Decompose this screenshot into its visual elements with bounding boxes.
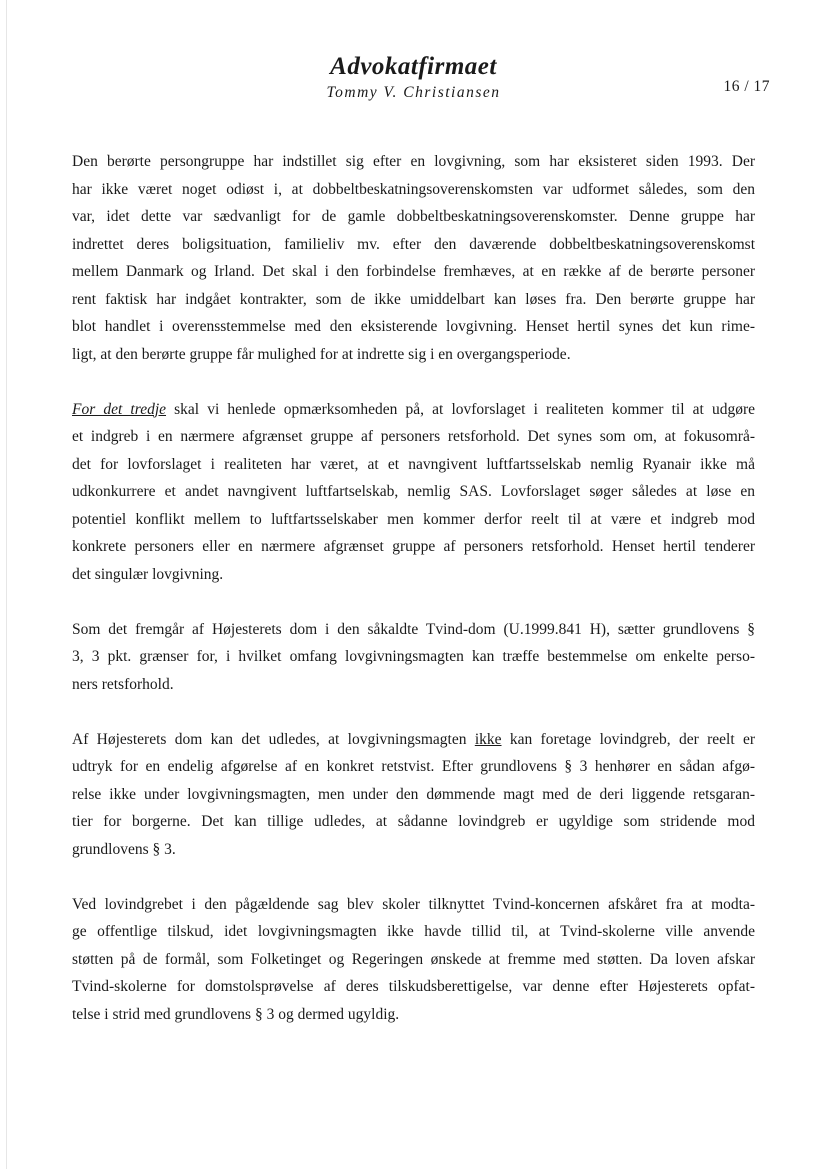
text-line: Som det fremgår af Højesterets dom i den såkaldte Tvind-dom (U.1999.841 H), sætter grundlovens § — [72, 620, 755, 638]
paragraph — [72, 616, 755, 699]
text-line: et indgreb i en nærmere afgrænset gruppe af personers retsforhold. Det synes som om, at fokusområ- — [72, 428, 755, 445]
text-line: har ikke været noget odiøst i, at dobbeltbeskatningsoverenskomsten var udformet således, som den — [72, 180, 755, 198]
paragraph — [72, 396, 755, 589]
paragraph — [72, 148, 755, 368]
text-line: var, idet dette var sædvanligt for de gamle dobbeltbeskatningsoverenskomster. Denne gruppe har — [72, 208, 755, 225]
text-line: Den berørte persongruppe har indstillet sig efter en lovgivning, som har eksisteret siden 1993. Der — [72, 153, 755, 170]
text-line: ligt, at den berørte gruppe får mulighed for at indrette sig i en overgangsperiode. — [72, 345, 571, 363]
firm-name: Advokatfirmaet — [330, 53, 497, 80]
text-line: udtryk for en endelig afgørelse af en konkret retstvist. Efter grundlovens § 3 henhører en sådan afgø- — [72, 758, 755, 775]
text-line: ge offentlige tilskud, idet lovgivningsmagten ikke havde tillid til, at Tvind-skolerne ville anvende — [72, 923, 755, 940]
page-number: 16 / 17 — [723, 78, 770, 95]
text-line: grundlovens § 3. — [72, 840, 176, 858]
text-line: det singulær lovgivning. — [72, 565, 224, 583]
text-line: støtten på de formål, som Folketinget og Regeringen ønskede at fremme med støtten. Da loven afskar — [72, 950, 755, 968]
text-fragment: Af Højesterets dom kan det udledes, at lovgivningsmagten — [72, 730, 475, 748]
underlined-word: ikke — [474, 730, 502, 748]
paragraph-lead-underlined: For det tredje — [72, 400, 167, 418]
letterhead — [0, 52, 827, 103]
text-line: relse ikke under lovgivningsmagten, men under den dømmende magt med de deri liggende retsgaran- — [72, 785, 755, 803]
text-line: blot handlet i overensstemmelse med den eksisterende lovgivning. Henset hertil synes det kun rime- — [72, 318, 755, 335]
text-line: 3, 3 pkt. grænser for, i hvilket omfang lovgivningsmagten kan træffe bestemmelse om enkelte perso- — [72, 648, 755, 665]
text-line: indrettet deres boligsituation, familieliv mv. efter den daværende dobbeltbeskatningsoverenskomst — [72, 235, 755, 253]
page-edge-line — [6, 0, 7, 1169]
text-line: udkonkurrere et andet navngivent luftfartselskab, nemlig SAS. Lovforslaget søger således at løse en — [72, 483, 755, 500]
paragraph — [72, 891, 755, 1029]
paragraph — [72, 726, 755, 864]
text-line: tier for borgerne. Det kan tillige udledes, at sådanne lovindgreb er ugyldige som stridende mod — [72, 813, 755, 830]
document-body — [72, 148, 755, 1056]
text-fragment: kan foretage lovindgreb, der reelt er — [501, 730, 756, 748]
text-fragment: skal vi henlede opmærksomheden på, at lovforslaget i realiteten kommer til at udgøre — [166, 400, 755, 418]
text-line: det for lovforslaget i realiteten har været, at et navngivent luftfartsselskab nemlig Ryanair ikke må — [72, 455, 755, 473]
text-line — [72, 726, 755, 754]
text-line: rent faktisk har indgået kontrakter, som de ikke umiddelbart kan løses fra. Den berørte gruppe har — [72, 290, 755, 308]
text-line: Tvind-skolerne for domstolsprøvelse af deres tilskudsberettigelse, var denne efter Højesterets opfat- — [72, 978, 755, 995]
text-line: mellem Danmark og Irland. Det skal i den forbindelse fremhæves, at en række af de berørte personer — [72, 263, 755, 280]
text-line: telse i strid med grundlovens § 3 og dermed ugyldig. — [72, 1005, 400, 1023]
text-line: konkrete personers eller en nærmere afgrænset gruppe af personers retsforhold. Henset hertil tenderer — [72, 538, 755, 555]
firm-subtitle: Tommy V. Christiansen — [326, 84, 501, 101]
text-line: ners retsforhold. — [72, 675, 174, 693]
text-line — [72, 396, 755, 424]
text-line: potentiel konflikt mellem to luftfartsselskaber men kommer derfor reelt til at være et indgreb mod — [72, 510, 755, 528]
text-line: Ved lovindgrebet i den pågældende sag blev skoler tilknyttet Tvind-koncernen afskåret fra at modta- — [72, 895, 755, 913]
